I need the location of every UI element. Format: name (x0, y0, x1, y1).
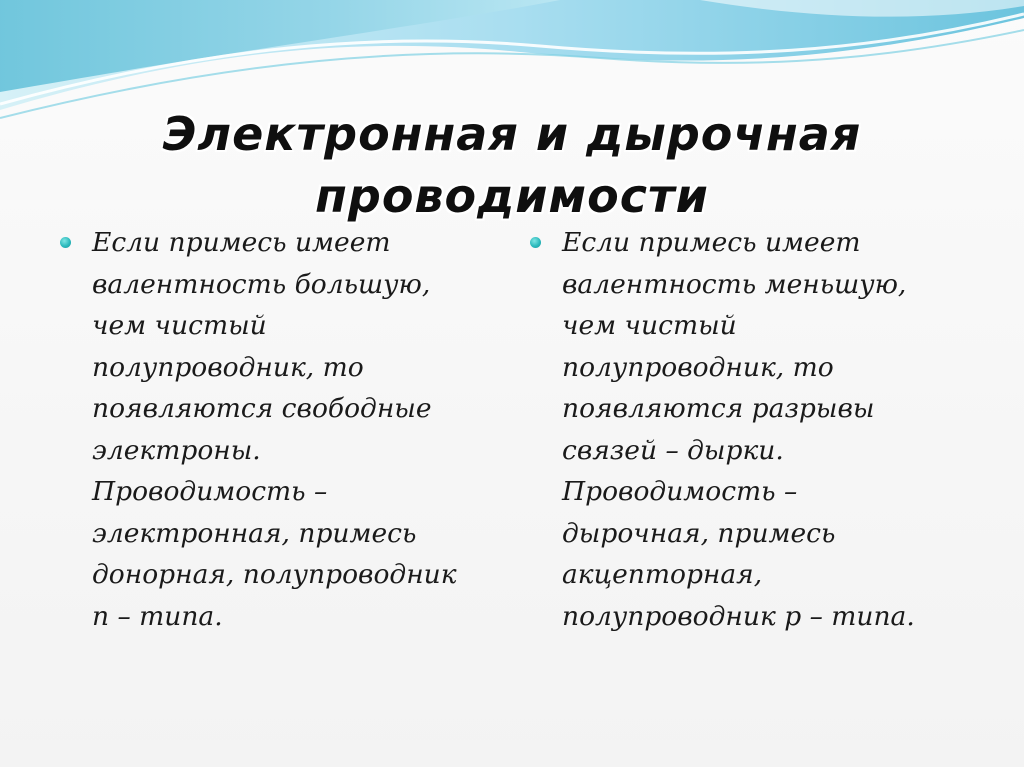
right-text-line: валентность меньшую, (562, 268, 907, 300)
right-text-line: дырочная, примесь (562, 517, 836, 549)
right-text-line: связей – дырки. (562, 434, 784, 466)
left-text-line: электронная, примесь (92, 517, 417, 549)
bullet-dot-icon (530, 237, 541, 248)
content-columns (0, 222, 1024, 662)
title-line-2: проводимости (315, 168, 709, 223)
right-text-line: полупроводник p – типа. (562, 600, 915, 632)
left-text-line: полупроводник, то (92, 351, 364, 383)
right-bullet-text (562, 222, 968, 637)
left-text-line: чем чистый (92, 310, 267, 341)
right-bullet-item (528, 222, 968, 637)
right-text-line: Проводимость – (562, 476, 798, 507)
left-text-line: появляются свободные (92, 393, 432, 424)
left-text-line: электроны. (92, 434, 261, 466)
right-text-line: появляются разрывы (562, 393, 875, 424)
left-text-line: n – типа. (92, 600, 223, 632)
right-text-line: чем чистый (562, 310, 737, 341)
left-text-line: Если примесь имеет (92, 227, 391, 258)
left-bullet-item (58, 222, 478, 637)
bullet-dot-icon (60, 237, 71, 248)
right-text-line: полупроводник, то (562, 351, 834, 383)
right-text-line: акцепторная, (562, 559, 763, 590)
left-text-line: донорная, полупроводник (92, 559, 457, 590)
left-bullet-text (92, 222, 478, 637)
right-text-line: Если примесь имеет (562, 227, 861, 258)
left-text-line: валентность большую, (92, 268, 431, 300)
title-line-1: Электронная и дырочная (162, 106, 862, 161)
page-title (0, 103, 1024, 227)
left-text-line: Проводимость – (92, 476, 328, 507)
